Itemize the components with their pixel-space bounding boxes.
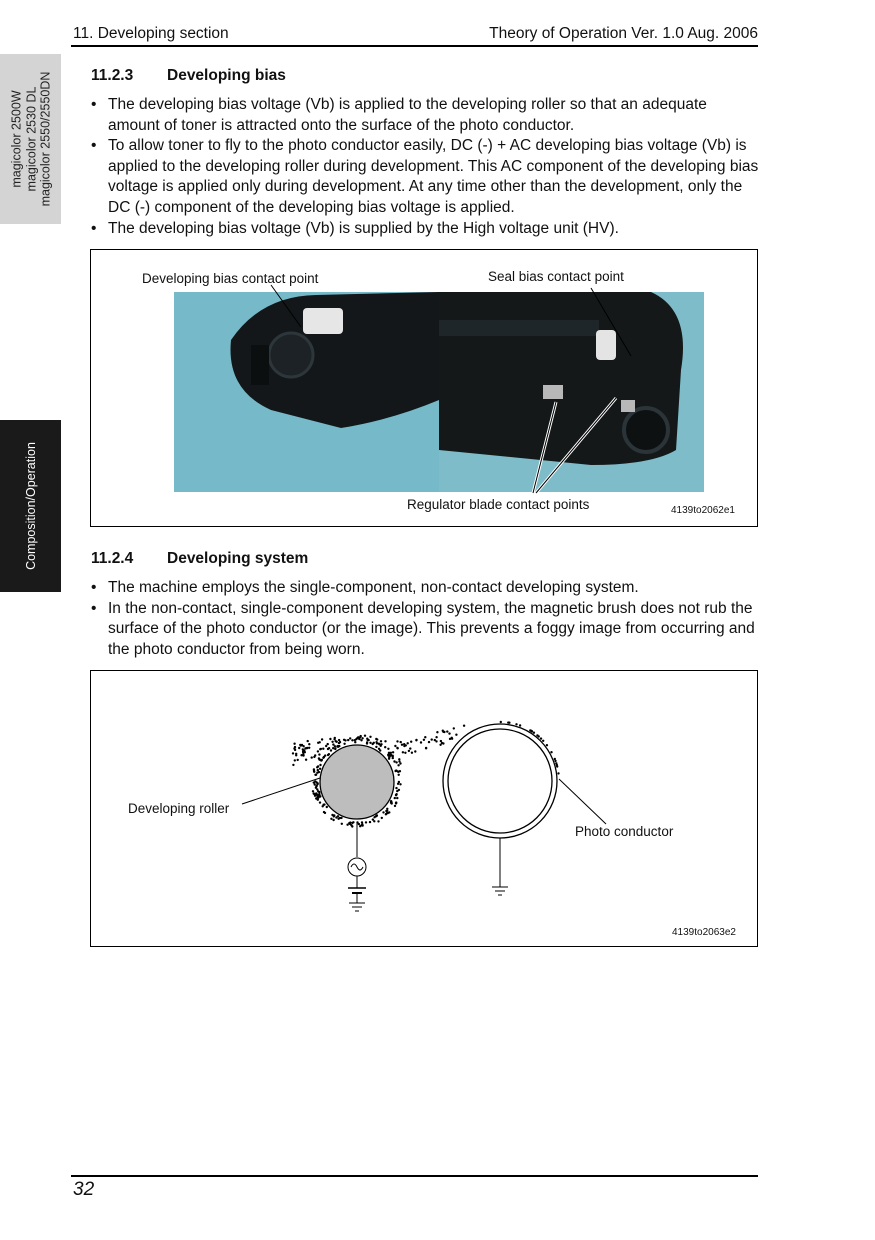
toner-particle: [343, 743, 345, 745]
toner-particle: [292, 764, 294, 766]
toner-particle: [358, 823, 360, 825]
toner-particle: [442, 742, 444, 744]
toner-particle: [319, 768, 321, 770]
page-number: 32: [73, 1179, 95, 1200]
toner-particle: [314, 774, 316, 776]
toner-particle: [404, 752, 406, 754]
toner-particle: [297, 759, 299, 761]
toner-particle: [391, 802, 393, 804]
toner-particle: [364, 735, 366, 737]
toner-particle: [414, 750, 416, 752]
toner-particle: [306, 747, 308, 749]
toner-particle: [394, 805, 396, 807]
toner-particle: [293, 743, 295, 745]
bullet-item: • The machine employs the single-component, non-contact developing system.: [91, 578, 761, 599]
toner-particle: [373, 820, 375, 822]
footer-rule: [71, 1175, 758, 1177]
toner-particle: [399, 783, 401, 785]
toner-particle: [328, 747, 330, 749]
toner-particle: [347, 739, 349, 741]
toner-particle: [316, 783, 318, 785]
label-photo-conductor: Photo conductor: [575, 824, 674, 839]
toner-particle: [354, 741, 356, 743]
toner-particle: [395, 801, 397, 803]
toner-particle: [385, 813, 387, 815]
gear-left: [269, 333, 313, 377]
toner-particle: [318, 758, 320, 760]
section-heading: [91, 550, 308, 568]
header-manual-title: Theory of Operation Ver. 1.0 Aug. 2006: [489, 25, 758, 42]
toner-particle: [380, 740, 382, 742]
toner-particle: [388, 811, 390, 813]
developing-roller-shape: [320, 745, 394, 819]
toner-particle: [319, 795, 321, 797]
toner-particle: [396, 797, 398, 799]
section-heading: [91, 67, 286, 85]
toner-particle: [435, 736, 437, 738]
toner-particle: [321, 738, 323, 740]
toner-particle: [314, 780, 316, 782]
toner-particle: [384, 740, 386, 742]
section-number: 11.2.3: [91, 67, 134, 84]
toner-particle: [334, 745, 336, 747]
section-title: Developing bias: [167, 67, 286, 84]
toner-particle: [369, 736, 371, 738]
toner-particle: [453, 727, 455, 729]
bullet-list: [91, 95, 761, 239]
toner-particle: [332, 747, 334, 749]
toner-particle: [326, 806, 328, 808]
toner-particle: [318, 753, 320, 755]
bullet-item: • The developing bias voltage (Vb) is applied to the developing roller so that an adequate amount of toner is attracted onto the surface of the photo conductor.: [91, 95, 761, 136]
leader-photo: [559, 779, 606, 824]
toner-particle: [398, 781, 400, 783]
label-seal-contact: Seal bias contact point: [488, 269, 624, 284]
toner-particle: [366, 741, 368, 743]
toner-particle: [351, 739, 353, 741]
toner-particle: [331, 741, 333, 743]
photo-conductor-inner: [448, 729, 552, 833]
toner-particle: [428, 741, 430, 743]
toner-particle: [542, 740, 544, 742]
toner-particle: [393, 760, 395, 762]
toner-particle: [336, 745, 338, 747]
toner-particle: [330, 818, 332, 820]
toner-particle: [392, 751, 394, 753]
toner-particle: [394, 797, 396, 799]
toner-particle: [399, 770, 401, 772]
white-bearing-left: [303, 308, 343, 334]
toner-particle: [294, 746, 296, 748]
toner-particle: [519, 724, 521, 726]
toner-particle: [401, 744, 403, 746]
toner-particle: [395, 787, 397, 789]
toner-particle: [324, 812, 326, 814]
toner-particle: [377, 820, 379, 822]
toner-particle: [327, 743, 329, 745]
label-bias-contact: Developing bias contact point: [142, 271, 319, 286]
toner-particle: [319, 748, 321, 750]
toner-particle: [424, 736, 426, 738]
toner-particle: [308, 743, 310, 745]
roller-shaft-right: [439, 320, 599, 336]
toner-particle: [546, 744, 548, 746]
toner-particle: [409, 747, 411, 749]
toner-particle: [392, 755, 394, 757]
contact-plate-2: [621, 400, 635, 412]
toner-particle: [388, 758, 390, 760]
toner-particle: [369, 742, 371, 744]
toner-particle: [507, 721, 509, 723]
category-label: Composition/Operation: [23, 442, 38, 570]
side-tab-models: [0, 54, 61, 224]
toner-particle: [449, 738, 451, 740]
toner-particle: [415, 739, 417, 741]
toner-particle: [349, 737, 351, 739]
toner-particle: [381, 817, 383, 819]
toner-particle: [402, 751, 404, 753]
toner-particle: [338, 739, 340, 741]
toner-particle: [375, 741, 377, 743]
toner-particle: [333, 738, 335, 740]
toner-particle: [330, 749, 332, 751]
toner-particle: [533, 732, 535, 734]
toner-particle: [431, 738, 433, 740]
toner-particle: [349, 823, 351, 825]
section-number: 11.2.4: [91, 550, 134, 567]
toner-particle: [319, 764, 321, 766]
toner-particle: [397, 747, 399, 749]
toner-particle: [334, 747, 336, 749]
toner-particle: [399, 762, 401, 764]
toner-particle: [410, 741, 412, 743]
toner-particle: [312, 790, 314, 792]
toner-particle: [540, 737, 542, 739]
toner-particle: [367, 739, 369, 741]
toner-particle: [408, 750, 410, 752]
toner-particle: [329, 738, 331, 740]
toner-particle: [322, 804, 324, 806]
header-rule: [71, 45, 758, 47]
toner-particle: [318, 771, 320, 773]
toner-particle: [425, 747, 427, 749]
toner-particle: [375, 746, 377, 748]
toner-particle: [396, 790, 398, 792]
toner-particle: [341, 823, 343, 825]
toner-particle: [398, 760, 400, 762]
toner-particle: [378, 743, 380, 745]
toner-particle: [369, 821, 371, 823]
toner-particle: [555, 762, 557, 764]
toner-particle: [359, 736, 361, 738]
toner-particle: [318, 791, 320, 793]
model-name: magicolor 2500W: [8, 90, 23, 188]
toner-particle: [294, 759, 296, 761]
toner-particle: [395, 761, 397, 763]
toner-particle: [302, 754, 304, 756]
side-tab-category: [0, 420, 61, 592]
toner-particle: [515, 723, 517, 725]
toner-particle: [536, 734, 538, 736]
toner-particle: [550, 751, 552, 753]
toner-particle: [557, 772, 559, 774]
toner-particle: [324, 754, 326, 756]
toner-particle: [315, 792, 317, 794]
toner-particle: [435, 740, 437, 742]
toner-particle: [319, 741, 321, 743]
toner-particle: [382, 811, 384, 813]
toner-particle: [389, 754, 391, 756]
cartridge-photo-illustration: [91, 250, 757, 526]
toner-particle: [448, 732, 450, 734]
toner-particle: [439, 744, 441, 746]
figure-code: 4139to2062e1: [671, 505, 735, 516]
toner-particle: [315, 785, 317, 787]
label-developing-roller: Developing roller: [128, 801, 230, 816]
figure-photo-box: [90, 249, 758, 527]
model-name: magicolor 2550/2550DN: [37, 71, 52, 207]
gear-right: [624, 408, 668, 452]
toner-particle: [361, 823, 363, 825]
toner-particle: [365, 821, 367, 823]
toner-particle: [554, 758, 556, 760]
contact-plate-1: [543, 385, 563, 399]
toner-particle: [351, 822, 353, 824]
toner-particle: [394, 745, 396, 747]
toner-particle: [302, 745, 304, 747]
toner-particle: [395, 794, 397, 796]
toner-particle: [387, 748, 389, 750]
toner-particle: [384, 746, 386, 748]
toner-particle: [375, 815, 377, 817]
toner-particle: [455, 734, 457, 736]
toner-particle: [376, 738, 378, 740]
toner-particle: [354, 739, 356, 741]
label-regulator-contact: Regulator blade contact points: [407, 497, 590, 512]
toner-particle: [316, 766, 318, 768]
section-title: Developing system: [167, 550, 309, 567]
toner-particle: [343, 739, 345, 741]
photo-conductor-outer: [443, 724, 557, 838]
toner-particle: [292, 752, 294, 754]
toner-particle: [446, 730, 448, 732]
toner-particle: [327, 754, 329, 756]
toner-particle: [411, 752, 413, 754]
leader-roller: [242, 778, 320, 804]
toner-particle: [361, 737, 363, 739]
toner-particle: [423, 739, 425, 741]
toner-particle: [314, 795, 316, 797]
bullet-item: • To allow toner to fly to the photo conductor easily, DC (-) + AC developing bias voltage (Vb) is applied to the developing roller during development. This AC component of the developing bias voltage is applied only during development. At any time other than the development, only the DC (-) component of the developing bias voltage is applied.: [91, 136, 761, 218]
toner-particle: [333, 814, 335, 816]
toner-particle: [332, 819, 334, 821]
toner-particle: [317, 799, 319, 801]
cartridge-detail-left: [251, 345, 269, 385]
toner-particle: [500, 721, 502, 723]
bullet-item: • The developing bias voltage (Vb) is supplied by the High voltage unit (HV).: [91, 219, 761, 240]
toner-particle: [313, 792, 315, 794]
toner-particle: [440, 740, 442, 742]
toner-particle: [305, 759, 307, 761]
toner-particle: [325, 745, 327, 747]
toner-particle: [385, 810, 387, 812]
toner-particle: [405, 744, 407, 746]
toner-particle: [351, 825, 353, 827]
bullet-item: • In the non-contact, single-component developing system, the magnetic brush does not rub the surface of the photo conductor (or the image). This prevents a foggy image from occurring and the photo conductor from being worn.: [91, 599, 761, 661]
toner-particle: [407, 742, 409, 744]
figure-code: 4139to2063e2: [672, 927, 736, 938]
toner-particle: [436, 731, 438, 733]
header-section-title: 11. Developing section: [73, 25, 229, 42]
toner-particle: [400, 741, 402, 743]
toner-particle: [311, 756, 313, 758]
toner-particle: [299, 744, 301, 746]
toner-particle: [295, 754, 297, 756]
toner-particle: [307, 740, 309, 742]
toner-particle: [335, 816, 337, 818]
toner-particle: [298, 747, 300, 749]
toner-particle: [463, 725, 465, 727]
toner-particle: [313, 756, 315, 758]
toner-particle: [319, 801, 321, 803]
figure-diagram-box: [90, 670, 758, 947]
toner-particle: [322, 748, 324, 750]
toner-particle: [398, 758, 400, 760]
toner-particle: [372, 743, 374, 745]
model-name: magicolor 2530 DL: [23, 86, 38, 192]
toner-particle: [317, 750, 319, 752]
toner-particle: [396, 740, 398, 742]
toner-particle: [322, 757, 324, 759]
toner-particle: [530, 730, 532, 732]
bullet-list: [91, 578, 761, 660]
toner-particle: [379, 749, 381, 751]
toner-particle: [313, 768, 315, 770]
toner-particle: [339, 817, 341, 819]
white-bearing-right: [596, 330, 616, 360]
toner-particle: [443, 731, 445, 733]
toner-particle: [420, 741, 422, 743]
toner-particle: [398, 774, 400, 776]
toner-particle: [397, 764, 399, 766]
